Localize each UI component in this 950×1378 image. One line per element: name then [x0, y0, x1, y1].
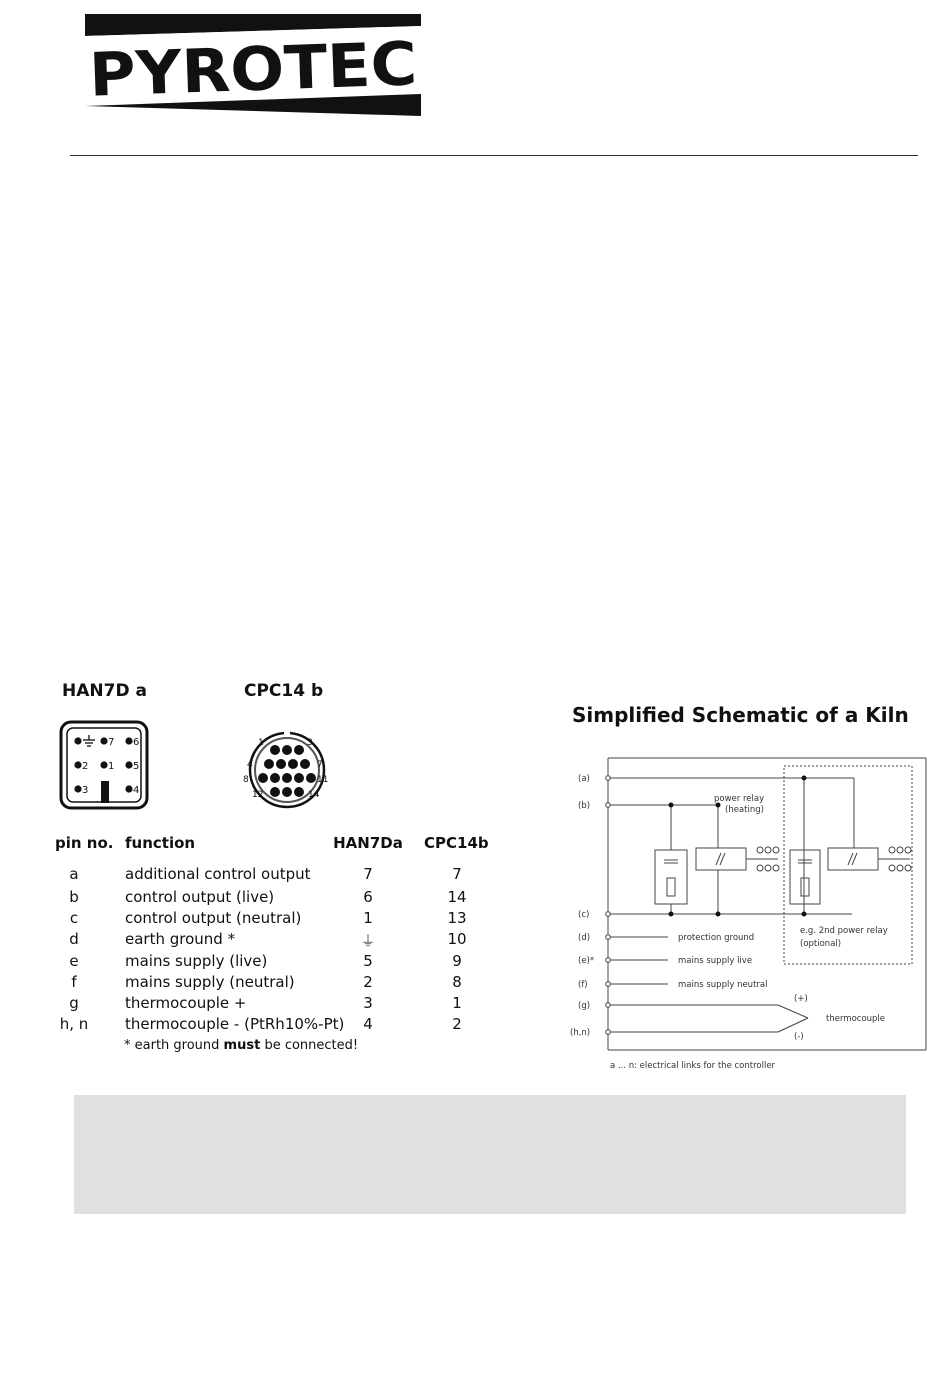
relay-label: power relay: [714, 794, 765, 804]
tc-plus-label: (+): [794, 994, 808, 1004]
pin-cell: c: [69, 909, 79, 927]
terminal-label: (e)*: [578, 956, 595, 966]
cpc14-title: CPC14 b: [244, 681, 324, 701]
cpc-pin-label: 4: [247, 760, 253, 770]
header-divider: [70, 155, 918, 156]
table-row: [52, 1015, 512, 1036]
cpc-pin-label: 11: [317, 775, 329, 785]
cpc14-cell: 10: [447, 930, 467, 948]
cpc-pin-label: 7: [317, 760, 323, 770]
han-pin-label: 4: [133, 785, 140, 796]
han-pin-label: 3: [82, 785, 89, 796]
han7d-cell: 1: [363, 909, 373, 927]
pin-cell: e: [69, 952, 79, 970]
header-function: function: [125, 834, 196, 852]
han7d-cell: 6: [363, 888, 373, 906]
cpc14-cell: 9: [452, 952, 462, 970]
header-pin: pin no.: [55, 834, 114, 852]
pin-cell: f: [71, 973, 77, 991]
relay-label-sub: (heating): [725, 805, 764, 815]
pin-cell: b: [69, 888, 79, 906]
header-han7d: HAN7Da: [333, 834, 403, 852]
table-row: [52, 865, 512, 886]
function-cell: thermocouple +: [125, 994, 247, 1012]
han-pin-label: 6: [133, 737, 140, 748]
schematic-title: Simplified Schematic of a Kiln: [572, 703, 909, 727]
han7d-cell: 2: [363, 973, 373, 991]
header-cpc14: CPC14b: [424, 834, 489, 852]
table-row: [52, 973, 512, 994]
function-cell: mains supply (neutral): [125, 973, 295, 991]
terminal-label: (c): [578, 910, 590, 920]
terminal-label: (b): [578, 801, 591, 811]
table-row: [52, 930, 512, 951]
schematic-caption: a ... n: electrical links for the controller: [610, 1061, 776, 1071]
cpc-pin-label: 1: [258, 738, 264, 748]
cpc14-connector-face: [232, 731, 346, 809]
terminal-label: (a): [578, 774, 590, 784]
pin-cell: g: [69, 994, 79, 1012]
han7d-connector-diagram: [58, 719, 150, 811]
terminal-label: (g): [578, 1001, 591, 1011]
han7d-title: HAN7D a: [62, 681, 147, 701]
pin-cell: h, n: [59, 1015, 89, 1033]
cpc14-cell: 8: [452, 973, 462, 991]
pyrotec-logo: [85, 14, 421, 116]
han7d-cell: 4: [363, 1015, 373, 1033]
cpc14-cell: 7: [452, 865, 462, 883]
han-pin-label: 1: [108, 761, 115, 772]
han-pin-label: 7: [108, 737, 115, 748]
cpc14-cell: 1: [452, 994, 462, 1012]
mains-neutral-label: mains supply neutral: [678, 980, 768, 990]
protection-ground-label: protection ground: [678, 933, 755, 943]
cpc14-cell: 14: [447, 888, 467, 906]
table-header-row: [52, 834, 512, 855]
thermocouple-label: thermocouple: [826, 1014, 886, 1024]
terminal-label: (f): [578, 980, 588, 990]
kiln-schematic: [568, 750, 930, 1076]
function-cell: thermocouple - (PtRh10%-Pt): [125, 1015, 345, 1033]
table-row: [52, 994, 512, 1015]
han7d-cell: 5: [363, 952, 373, 970]
function-cell: earth ground *: [125, 930, 236, 948]
table-row: [52, 952, 512, 973]
cpc-pin-label: 8: [243, 775, 249, 785]
han-pin-label: 2: [82, 761, 89, 772]
terminal-label: (d): [578, 933, 591, 943]
note-box: [74, 1095, 906, 1214]
table-row: [52, 888, 512, 909]
function-cell: mains supply (live): [125, 952, 268, 970]
function-cell: control output (live): [125, 888, 275, 906]
function-cell: control output (neutral): [125, 909, 302, 927]
earth-ground-footnote: * earth ground must be connected!: [124, 1038, 359, 1053]
table-row: [52, 909, 512, 930]
function-cell: additional control output: [125, 865, 311, 883]
pin-cell: a: [69, 865, 79, 883]
optional-relay-label: e.g. 2nd power relay: [800, 926, 888, 936]
han7d-cell: 3: [363, 994, 373, 1012]
han7d-cell: 7: [363, 865, 373, 883]
cpc14-cell: 2: [452, 1015, 462, 1033]
han-pin-label: 5: [133, 761, 140, 772]
tc-minus-label: (-): [794, 1032, 804, 1042]
mains-live-label: mains supply live: [678, 956, 753, 966]
han7d-cell: ⏚: [360, 932, 376, 950]
svg-text:PYROTEC: PYROTEC: [88, 29, 401, 111]
pin-cell: d: [69, 930, 79, 948]
cpc-pin-label: 3: [307, 738, 313, 748]
cpc-pin-label: 12: [252, 790, 264, 800]
cpc-pin-label: 14: [308, 790, 320, 800]
terminal-label: (h,n): [570, 1028, 591, 1038]
cpc14-cell: 13: [447, 909, 467, 927]
optional-relay-label-sub: (optional): [800, 939, 842, 949]
